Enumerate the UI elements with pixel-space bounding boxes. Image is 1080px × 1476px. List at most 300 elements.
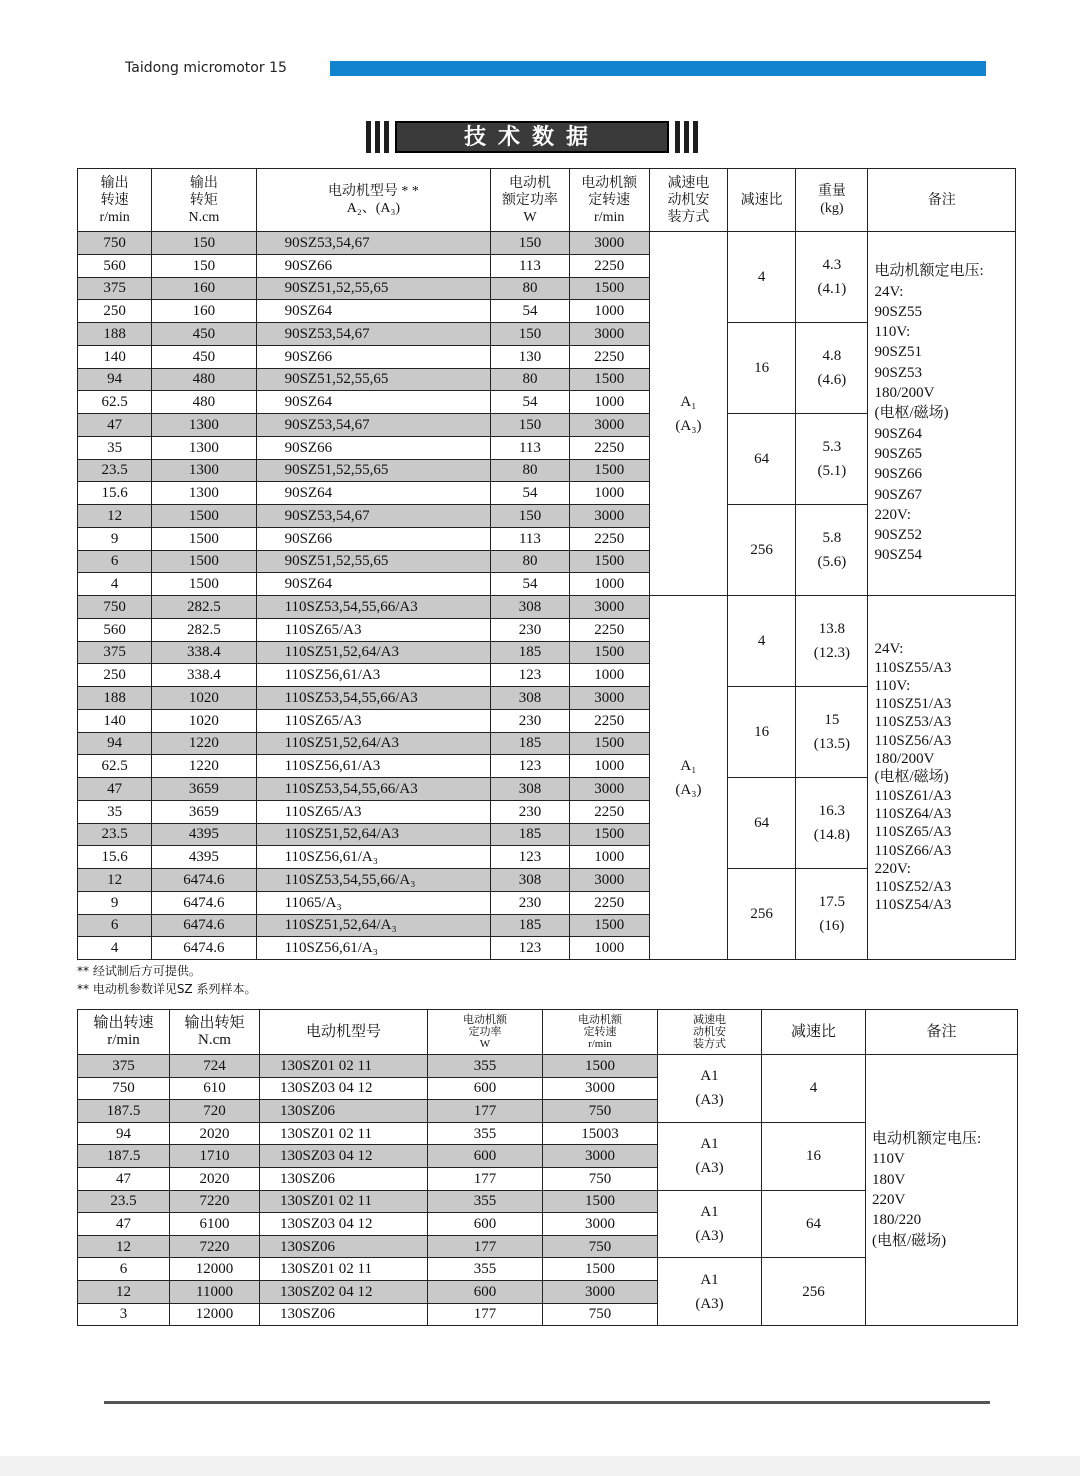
table-cell: 6 [78,914,152,937]
table-cell: 9 [78,891,152,914]
table-cell: 150 [491,323,569,346]
cell-line: (4.1) [817,281,847,297]
table-cell: 250 [78,300,152,323]
table-cell: 600 [428,1145,543,1168]
cell-line: 110SZ53/A3 [874,714,952,731]
remarks-cell [868,232,1016,596]
cell-line: r/min [594,209,625,225]
ratio-cell: 4 [762,1055,866,1123]
table-cell: 1300 [152,459,256,482]
cell-line: (5.1) [817,463,847,479]
cell-line: (电枢/磁场) [872,1232,947,1249]
table-cell: 600 [428,1213,543,1236]
cell-line: 90SZ65 [874,445,922,462]
table-cell: 130SZ01 02 11 [260,1122,428,1145]
cell-line: (电枢/磁场) [874,405,949,422]
table-cell: 1220 [152,732,256,755]
cell-line: 110SZ55/A3 [874,659,952,676]
cell-line: W [479,1038,491,1050]
table-cell: 1020 [152,709,256,732]
cell-line: 电动机额 [581,175,638,191]
weight-cell [796,687,868,778]
cell-line: 装方式 [693,1038,726,1050]
table-cell: 90SZ64 [256,391,491,414]
table-cell: 130 [491,345,569,368]
table-cell: 150 [491,505,569,528]
table-cell: 720 [170,1100,260,1123]
table-cell: 480 [152,368,256,391]
table-cell: 12000 [170,1258,260,1281]
ratio-cell: 16 [728,687,796,778]
table-cell: 150 [491,232,569,255]
table-cell: 130SZ01 02 11 [260,1258,428,1281]
table-cell: 1500 [569,459,649,482]
weight-cell [796,869,868,960]
table-cell: 123 [491,937,569,960]
table-cell: 185 [491,914,569,937]
table-cell: 7220 [170,1190,260,1213]
table-cell: 724 [170,1055,260,1078]
table-cell: 12000 [170,1303,260,1326]
table-cell: 90SZ53,54,67 [256,232,491,255]
footnote-2: ** 电动机参数详见SZ 系列样本。 [77,982,257,996]
table-cell: 80 [491,277,569,300]
cell-line: 动机安 [693,1026,726,1038]
cell-line: 输出转速 [93,1015,154,1031]
table-cell: 110SZ56,61/A3 [256,755,491,778]
table-cell: 130SZ06 [260,1303,428,1326]
table-cell: 750 [543,1303,658,1326]
table-cell: 750 [78,232,152,255]
table-cell: 480 [152,391,256,414]
table-cell: 375 [78,641,152,664]
table-cell: 11000 [170,1280,260,1303]
table-cell: 15003 [543,1122,658,1145]
ratio-cell: 256 [728,505,796,596]
cell-line: r/min [588,1038,612,1050]
table-cell: 12 [78,505,152,528]
table-cell: 188 [78,323,152,346]
table-cell: 3000 [569,505,649,528]
ratio-cell: 4 [728,596,796,687]
table-row [78,596,1016,619]
table-cell: 177 [428,1235,543,1258]
cell-line: 输出 [189,175,218,191]
cell-line: 16.3 [818,803,845,819]
table-cell: 3 [78,1303,170,1326]
table-cell: 113 [491,254,569,277]
cell-line: 24V: [874,641,904,658]
cell-line: 110SZ66/A3 [874,842,952,859]
table-cell: 282.5 [152,596,256,619]
table-cell: 90SZ64 [256,300,491,323]
cell-line: 定转速 [583,1026,617,1038]
table-cell: 750 [543,1167,658,1190]
ratio-cell: 16 [762,1122,866,1190]
table-cell: 6474.6 [152,891,256,914]
table-cell: 110SZ56,61/A₃ [256,937,491,960]
table-cell: 123 [491,755,569,778]
table-cell: 1500 [543,1055,658,1078]
cell-line: (5.6) [817,554,847,570]
table-cell: 185 [491,732,569,755]
table-cell: 110SZ51,52,64/A₃ [256,914,491,937]
table-cell: 54 [491,300,569,323]
table-cell: 94 [78,368,152,391]
table-cell: 54 [491,391,569,414]
table-cell: 3000 [543,1213,658,1236]
table-cell: 35 [78,800,152,823]
cell-line: (4.6) [817,372,847,388]
footer-line [104,1401,990,1404]
cell-line: 电动机额 [463,1014,507,1026]
cell-line: 减速比 [740,192,783,208]
cell-line: 4.3 [822,257,842,273]
table-cell: 4395 [152,823,256,846]
table-cell: 12 [78,869,152,892]
table-cell: 3000 [569,323,649,346]
table-cell: 1500 [152,550,256,573]
table-cell: 4 [78,573,152,596]
cell-line: (14.8) [813,827,850,843]
column-header [866,1010,1018,1055]
cell-line: 减速电 [667,175,710,191]
table-cell: 1000 [569,391,649,414]
table-cell: 7220 [170,1235,260,1258]
table-cell: 150 [152,232,256,255]
weight-cell [796,505,868,596]
table-cell: 160 [152,300,256,323]
mount-cell [649,596,727,960]
cell-line: 定功率 [468,1026,502,1038]
table-cell: 90SZ51,52,55,65 [256,277,491,300]
cell-line: (电枢/磁场) [874,769,949,786]
mount-cell [658,1258,762,1326]
table-cell: 2250 [569,891,649,914]
table-cell: 750 [78,1077,170,1100]
table-cell: 35 [78,436,152,459]
table-cell: 375 [78,1055,170,1078]
cell-line: r/min [107,1032,140,1048]
table-cell: 110SZ65/A3 [256,709,491,732]
cell-line: r/min [99,209,130,225]
cell-line: 24V: [874,283,904,300]
table-cell: 308 [491,778,569,801]
cell-line: 动机安 [667,192,710,208]
table-cell: 130SZ06 [260,1167,428,1190]
table-cell: 90SZ66 [256,254,491,277]
weight-cell [796,323,868,414]
table-cell: 230 [491,800,569,823]
table-cell: 600 [428,1280,543,1303]
table-row [78,1055,1018,1078]
cell-line: 110SZ54/A3 [874,897,952,914]
table-cell: 3659 [152,778,256,801]
cell-line: 110SZ61/A3 [874,787,952,804]
cell-line: 电动机额 [578,1014,622,1026]
header-text: Taidong micromotor 15 [125,60,287,76]
table-cell: 2020 [170,1122,260,1145]
table-cell: 308 [491,596,569,619]
table-header-row [78,169,1016,232]
cell-line: 输出转矩 [184,1015,245,1031]
table-cell: 1500 [152,527,256,550]
table-cell: 187.5 [78,1145,170,1168]
table-cell: 113 [491,527,569,550]
cell-line: 5.8 [822,530,842,546]
cell-line: 110V: [874,324,911,341]
footnote-1: ** 经试制后方可提供。 [77,964,201,978]
table-cell: 230 [491,709,569,732]
table-cell: 90SZ66 [256,527,491,550]
table-cell: 6100 [170,1213,260,1236]
column-header [762,1010,866,1055]
cell-line: 电动机额定电压: [874,263,984,280]
table-cell: 610 [170,1077,260,1100]
cell-line: 电动机 [508,175,551,191]
table-cell: 47 [78,1213,170,1236]
table-cell: 1500 [569,732,649,755]
cell-line: 110SZ64/A3 [874,805,952,822]
table-cell: 80 [491,368,569,391]
cell-line: 90SZ55 [874,303,922,320]
table-cell: 130SZ02 04 12 [260,1280,428,1303]
cell-line: 13.8 [818,621,845,637]
table-cell: 1300 [152,482,256,505]
cell-line: A₁ [680,393,697,410]
cell-line: 转速 [100,192,129,208]
table-cell: 3000 [543,1077,658,1100]
column-header [868,169,1016,232]
table-cell: 560 [78,618,152,641]
table-cell: 338.4 [152,664,256,687]
cell-line: 90SZ53 [874,364,922,381]
table-cell: 185 [491,641,569,664]
table-cell: 1500 [569,277,649,300]
table-cell: 130SZ01 02 11 [260,1190,428,1213]
cell-line: 220V [872,1192,906,1209]
table-cell: 62.5 [78,755,152,778]
cell-line: 110V [872,1151,905,1168]
ratio-cell: 16 [728,323,796,414]
table-cell: 2250 [569,345,649,368]
table-cell: 4 [78,937,152,960]
table-cell: 110SZ53,54,55,66/A3 [256,778,491,801]
cell-line: 减速电 [693,1014,726,1026]
cell-line: A1 [700,1068,719,1085]
table-cell: 90SZ51,52,55,65 [256,368,491,391]
cell-line: 备注 [927,192,956,208]
table-cell: 2250 [569,800,649,823]
table-cell: 110SZ51,52,64/A3 [256,732,491,755]
table-cell: 150 [152,254,256,277]
table-cell: 110SZ65/A3 [256,618,491,641]
cell-line: 备注 [926,1023,957,1040]
table-cell: 150 [491,414,569,437]
cell-line: 转矩 [189,192,218,208]
cell-line: (A₃) [675,781,702,798]
table-cell: 80 [491,550,569,573]
table-cell: 113 [491,436,569,459]
ratio-cell: 256 [762,1258,866,1326]
table-cell: 94 [78,732,152,755]
table-cell: 450 [152,345,256,368]
cell-line: (13.5) [813,736,850,752]
cell-line: 90SZ64 [874,425,922,442]
cell-line: A1 [700,1203,719,1220]
table-cell: 338.4 [152,641,256,664]
table-cell: 3000 [569,687,649,710]
page-title: 技术数据 [395,121,669,153]
cell-line: 220V: [874,860,911,877]
column-header [543,1010,658,1055]
table-cell: 1710 [170,1145,260,1168]
table-cell: 4395 [152,846,256,869]
table-cell: 6474.6 [152,937,256,960]
table-cell: 230 [491,618,569,641]
column-header [428,1010,543,1055]
table-cell: 308 [491,869,569,892]
table-cell: 2250 [569,618,649,641]
ratio-cell: 4 [728,232,796,323]
table-cell: 3000 [569,778,649,801]
table-cell: 1500 [569,641,649,664]
table-cell: 90SZ53,54,67 [256,323,491,346]
table-cell: 62.5 [78,391,152,414]
table-cell: 1500 [152,505,256,528]
table-cell: 355 [428,1055,543,1078]
table-cell: 140 [78,345,152,368]
cell-line: 110SZ65/A3 [874,824,952,841]
table-cell: 3000 [543,1145,658,1168]
table-cell: 3000 [543,1280,658,1303]
table-cell: 6 [78,550,152,573]
table-cell: 110SZ53,54,55,66/A₃ [256,869,491,892]
cell-line: 电动机额定电压: [872,1131,982,1148]
table-cell: 90SZ51,52,55,65 [256,459,491,482]
title-banner [366,121,698,153]
table-cell: 80 [491,459,569,482]
table-cell: 130SZ03 04 12 [260,1213,428,1236]
table-cell: 90SZ51,52,55,65 [256,550,491,573]
table-cell: 130SZ01 02 11 [260,1055,428,1078]
table-cell: 750 [78,596,152,619]
ratio-cell: 64 [728,414,796,505]
table-cell: 2250 [569,254,649,277]
table-cell: 110SZ51,52,64/A3 [256,823,491,846]
mount-cell [658,1055,762,1123]
table-cell: 3659 [152,800,256,823]
table-cell: 177 [428,1100,543,1123]
table-cell: 123 [491,846,569,869]
table-cell: 230 [491,891,569,914]
column-header [491,169,569,232]
cell-line: (12.3) [813,645,850,661]
table-cell: 177 [428,1303,543,1326]
table-cell: 130SZ06 [260,1100,428,1123]
cell-line: 减速比 [790,1023,836,1040]
table-cell: 1300 [152,436,256,459]
column-header [260,1010,428,1055]
cell-line: 定转速 [588,192,631,208]
cell-line: A1 [700,1136,719,1153]
weight-cell [796,778,868,869]
ratio-cell: 64 [762,1190,866,1258]
table-cell: 1500 [152,573,256,596]
table-cell: 177 [428,1167,543,1190]
cell-line: 90SZ66 [874,466,922,483]
ratio-cell: 256 [728,869,796,960]
column-header [728,169,796,232]
cell-line: (16) [819,918,845,934]
cell-line: A1 [700,1271,719,1288]
table-cell: 110SZ65/A3 [256,800,491,823]
table-cell: 94 [78,1122,170,1145]
table-cell: 110SZ53,54,55,66/A3 [256,687,491,710]
cell-line: 180/200V [874,385,935,402]
remarks-cell [868,596,1016,960]
table-cell: 130SZ03 04 12 [260,1145,428,1168]
table-cell: 15.6 [78,846,152,869]
cell-line: 110SZ51/A3 [874,696,952,713]
table-cell: 1000 [569,300,649,323]
cell-line: 输出 [100,175,129,191]
table-cell: 90SZ66 [256,436,491,459]
cell-line: N.cm [188,209,220,225]
table-cell: 185 [491,823,569,846]
tech-data-table-1 [77,168,1016,960]
table-cell: 750 [543,1235,658,1258]
header-bar [330,61,986,76]
table-cell: 110SZ51,52,64/A3 [256,641,491,664]
cell-line: 110SZ52/A3 [874,879,952,896]
table-cell: 1220 [152,755,256,778]
cell-line: (A3) [695,1092,724,1109]
column-header [649,169,727,232]
mount-cell [649,232,727,596]
table-cell: 47 [78,1167,170,1190]
table-cell: 1000 [569,937,649,960]
cell-line: 110V: [874,677,911,694]
table-cell: 188 [78,687,152,710]
table-cell: 308 [491,687,569,710]
title-bars-left [366,121,389,153]
table-cell: 282.5 [152,618,256,641]
mount-cell [658,1122,762,1190]
table-cell: 47 [78,778,152,801]
table-cell: 375 [78,277,152,300]
table-cell: 9 [78,527,152,550]
cell-line: (A₃) [675,417,702,434]
table-cell: 2250 [569,709,649,732]
table-cell: 3000 [569,232,649,255]
table-cell: 560 [78,254,152,277]
remarks-cell [866,1055,1018,1326]
table-cell: 90SZ64 [256,573,491,596]
cell-line: 220V: [874,506,911,523]
column-header [170,1010,260,1055]
table-cell: 23.5 [78,459,152,482]
table-cell: 6474.6 [152,869,256,892]
cell-line: 110SZ56/A3 [874,732,952,749]
cell-line: 4.8 [822,348,842,364]
tech-data-table-2 [77,1009,1018,1326]
column-header [78,169,152,232]
weight-cell [796,596,868,687]
table-cell: 110SZ53,54,55,66/A3 [256,596,491,619]
column-header [152,169,256,232]
table-cell: 54 [491,573,569,596]
